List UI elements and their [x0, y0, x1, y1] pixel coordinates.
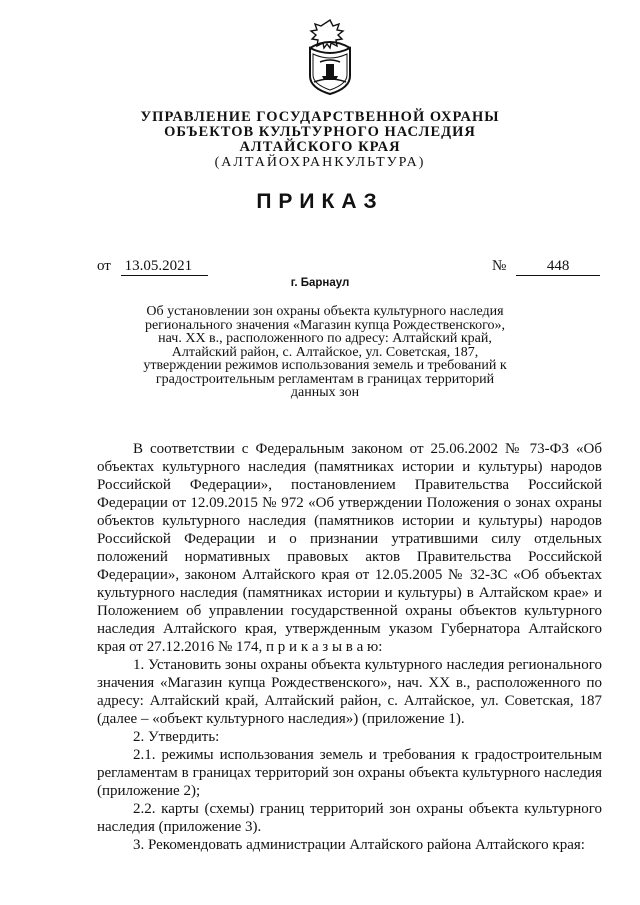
subject-line: Об установлении зон охраны объекта культурного наследия	[146, 304, 504, 319]
body-paragraph-item-2-2: 2.2. карты (схемы) границ территорий зон охраны объекта культурного наследия (приложение 3).	[97, 801, 602, 835]
org-name-line-2: ОБЪЕКТОВ КУЛЬТУРНОГО НАСЛЕДИЯ	[164, 124, 476, 140]
number-label: №	[492, 258, 507, 274]
date-label: от	[97, 258, 111, 274]
date-value: 13.05.2021	[121, 258, 209, 276]
subject-line: регионального значения «Магазин купца Рождественского»,	[144, 317, 506, 333]
body-paragraph-preamble: В соответствии с Федеральным законом от 25.06.2002 № 73-ФЗ «Об объектах культурного наследия (памятниках истории и культуры) народов Российской Федерации», постановлением Правительства Российской Федерации от 12.09.2015 № 972 «Об утверждении Положения о зонах охраны объектов культурного наследия (памятников истории и культуры) народов Российской Федерации и о признании утратившими силу отдельных положений нормативных правовых актов Правительства Российской Федерации», законом Алтайского края от 12.05.2005 № 32-ЗС «Об объектах культурного наследия (памятниках истории и культуры) в Алтайском крае» и Положением об управлении государственной охраны объектов культурного наследия Алтайского края, утвержденным указом Губернатора Алтайского края от 27.12.2016 № 174, п р и к а з ы в а ю:	[97, 441, 602, 655]
body-paragraph-item-3: 3. Рекомендовать администрации Алтайского района Алтайского края:	[133, 837, 585, 853]
city: г. Барнаул	[290, 277, 350, 289]
order-number	[492, 258, 600, 276]
subject-line: утверждении режимов использования земель и требований к	[143, 358, 507, 373]
organization-header	[0, 110, 640, 171]
org-name-line-3: АЛТАЙСКОГО КРАЯ	[239, 139, 401, 155]
subject-line: Алтайский район, с. Алтайское, ул. Советская, 187,	[171, 344, 479, 360]
order-subject	[130, 305, 520, 400]
subject-line: данных зон	[290, 385, 360, 400]
body-paragraph-item-2-1: 2.1. режимы использования земель и требования к градостроительным регламентам в границах территорий зон охраны объекта культурного наследия (приложение 2);	[97, 747, 602, 799]
coat-of-arms-icon	[300, 18, 360, 98]
order-date	[97, 258, 208, 276]
body-paragraph-item-1: 1. Установить зоны охраны объекта культурного наследия регионального значения «Магазин купца Рождественского», нач. XX в., расположенного по адресу: Алтайский край, Алтайский район, с. Алтайское, ул. Советская, 187 (далее – «объект культурного наследия») (приложение 1).	[97, 657, 602, 727]
body-paragraph-item-2: 2. Утвердить:	[133, 729, 220, 745]
org-abbreviation: (АЛТАЙОХРАНКУЛЬТУРА)	[214, 155, 426, 170]
order-body	[97, 440, 602, 854]
subject-line: градостроительным регламентам в границах территорий	[155, 371, 495, 387]
subject-line: нач. XX в., расположенного по адресу: Алтайский край,	[158, 331, 492, 346]
document-title: ПРИКАЗ	[256, 190, 384, 213]
org-name-line-1: УПРАВЛЕНИЕ ГОСУДАРСТВЕННОЙ ОХРАНЫ	[140, 109, 500, 125]
number-value: 448	[516, 258, 600, 276]
